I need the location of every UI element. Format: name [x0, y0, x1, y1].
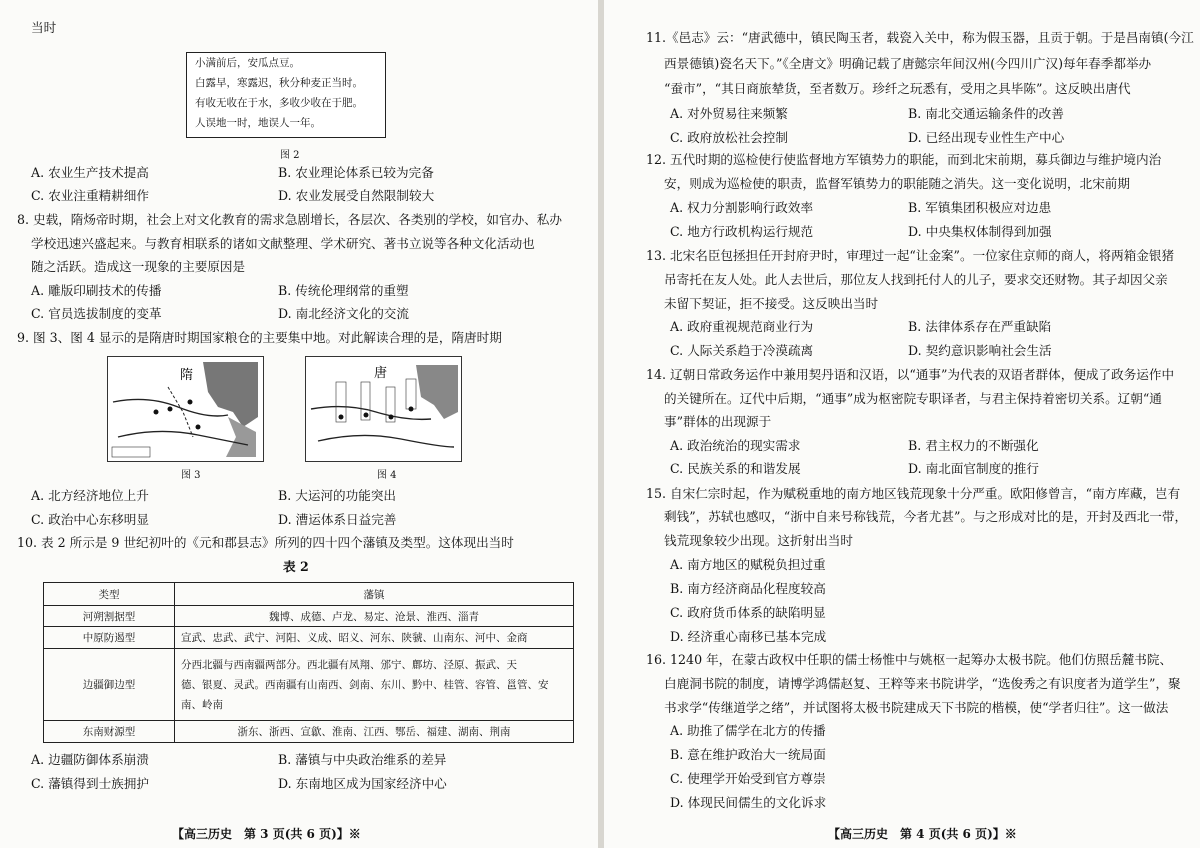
- option-c: C. 地方行政机构运行规范: [670, 224, 814, 239]
- question-11-line: 11.《邑志》云：“唐武德中，镇民陶玉者，载瓷入关中，称为假玉器，且贡于朝。于是昌南镇(今江: [646, 30, 1194, 45]
- question-14-line: 的关键所在。辽代中后期，“通事”成为枢密院专职译者，与君主保持着密切关系。辽朝“通: [664, 391, 1162, 406]
- right-page: [604, 0, 1200, 848]
- option-b: B. 南北交通运输条件的改善: [908, 106, 1064, 121]
- left-page: [0, 0, 598, 848]
- table-cell-line: 南、岭南: [181, 698, 223, 711]
- option-c: C. 藩镇得到士族拥护: [31, 776, 149, 791]
- question-16-line: 白鹿洞书院的制度，请博学鸿儒赵复、王粹等来书院讲学，“选俊秀之有识度者为道学生”，聚: [664, 676, 1181, 691]
- page-footer: 【高三历史 第 4 页(共 6 页)】※: [828, 827, 1017, 841]
- option-a: A. 对外贸易往来频繁: [670, 106, 788, 121]
- table-cell-type: 东南财源型: [44, 721, 175, 743]
- option-a: A. 雕版印刷技术的传播: [31, 283, 162, 298]
- table-cell-value: 宣武、忠武、武宁、河阳、义成、昭义、河东、陕虢、山南东、河中、金商: [175, 627, 574, 649]
- option-d: D. 东南地区成为国家经济中心: [278, 776, 447, 791]
- option-d: D. 南北面官制度的推行: [908, 461, 1039, 476]
- option-b: B. 意在维护政治大一统局面: [670, 747, 826, 762]
- option-c: C. 政府放松社会控制: [670, 130, 788, 145]
- question-11-line: “蚕市”，“其日商旅辇货，至者数万。珍纤之玩悉有，受用之具毕陈”。这反映出唐代: [664, 81, 1131, 96]
- question-12-line: 12. 五代时期的巡检使行使监督地方军镇势力的职能，而到北宋前期，募兵御边与维护境内治: [646, 152, 1162, 167]
- question-13-line: 吊寄托在友人处。此人去世后，那位友人找到托付人的儿子，要求交还财物。其子却因父亲: [664, 272, 1168, 287]
- option-a: A. 北方经济地位上升: [31, 488, 149, 503]
- poem-line: 有收无收在于水，多收少收在于肥。: [195, 97, 363, 109]
- option-c: C. 人际关系趋于冷漠疏离: [670, 343, 814, 358]
- question-8-line: 学校迅速兴盛起来。与教育相联系的诸如文献整理、学术研究、著书立说等各种文化活动也: [31, 236, 535, 251]
- option-c: C. 农业注重精耕细作: [31, 188, 149, 203]
- option-a: A. 边疆防御体系崩溃: [31, 752, 149, 767]
- question-stem-tail: 当时: [31, 20, 57, 35]
- option-a: A. 政府重视规范商业行为: [670, 319, 814, 334]
- option-a: A. 农业生产技术提高: [31, 165, 149, 180]
- poem-line: 人误地一时，地误人一年。: [195, 117, 321, 129]
- question-8-line: 8. 史载，隋炀帝时期，社会上对文化教育的需求急剧增长，各层次、各类别的学校，如官办、私办: [17, 212, 562, 227]
- table-cell-line: 德、银夏、灵武。西南疆有山南西、剑南、东川、黔中、桂管、容管、邕管、安: [181, 678, 549, 691]
- question-11-line: 西景德镇)瓷名天下。”《全唐文》明确记载了唐懿宗年间汉州(今四川广汉)每年春季都举办: [664, 56, 1152, 71]
- table-row: [44, 627, 574, 649]
- option-d: D. 漕运体系日益完善: [278, 512, 397, 527]
- option-b: B. 大运河的功能突出: [278, 488, 397, 503]
- figure-caption: 图 3: [181, 470, 201, 481]
- question-14-line: 事”群体的出现源于: [664, 414, 772, 429]
- option-d: D. 契约意识影响社会生活: [908, 343, 1052, 358]
- option-d: D. 已经出现专业性生产中心: [908, 130, 1065, 145]
- poem-line: 小满前后，安瓜点豆。: [195, 57, 300, 69]
- table-2: [43, 582, 574, 743]
- option-b: B. 军镇集团积极应对边患: [908, 200, 1052, 215]
- map-sui-drawing: [108, 357, 263, 461]
- question-9-line: 9. 图 3、图 4 显示的是隋唐时期国家粮仓的主要集中地。对此解读合理的是，隋唐时期: [17, 330, 502, 345]
- figure-caption: 图 2: [280, 150, 300, 161]
- page-footer: 【高三历史 第 3 页(共 6 页)】※: [172, 827, 361, 841]
- option-d: D. 农业发展受自然限制较大: [278, 188, 435, 203]
- table-cell-type: 中原防遏型: [44, 627, 175, 649]
- question-8-line: 随之活跃。造成这一现象的主要原因是: [31, 259, 246, 274]
- table-row: [44, 649, 574, 721]
- option-b: B. 南方经济商品化程度较高: [670, 581, 826, 596]
- map-sui-title: 隋: [180, 368, 194, 383]
- option-a: A. 权力分割影响行政效率: [670, 200, 814, 215]
- table-cell-value: [175, 649, 574, 721]
- option-d: D. 南北经济文化的交流: [278, 306, 409, 321]
- question-16-line: 书求学“传继道学之绪”，并试图将太极书院建成天下书院的楷模，使“学者归往”。这一做法: [664, 700, 1169, 715]
- option-b: B. 传统伦理纲常的重塑: [278, 283, 409, 298]
- option-c: C. 民族关系的和谐发展: [670, 461, 801, 476]
- question-13-line: 13. 北宋名臣包拯担任开封府尹时，审理过一起“让金案”。一位家住京师的商人，将两箱金银猪: [646, 248, 1175, 263]
- table-header-row: [44, 583, 574, 606]
- table-cell-type: 边疆御边型: [44, 649, 175, 721]
- question-15-line: 剩钱”，苏轼也感叹，“浙中自来号称钱荒，今者尤甚”。与之形成对比的是，开封及西北一带，: [664, 509, 1188, 524]
- table-title: 表 2: [283, 559, 309, 574]
- question-14-line: 14. 辽朝日常政务运作中兼用契丹语和汉语，以“通事”为代表的双语者群体，便成了政务运作中: [646, 367, 1175, 382]
- question-15-line: 钱荒现象较少出现。这折射出当时: [664, 533, 853, 548]
- option-a: A. 南方地区的赋税负担过重: [670, 557, 826, 572]
- figure-caption: 图 4: [377, 470, 397, 481]
- table-cell-value: 魏博、成德、卢龙、易定、沧景、淮西、淄青: [175, 606, 574, 627]
- table-cell-type: 河朔割据型: [44, 606, 175, 627]
- map-tang: [305, 356, 462, 462]
- option-a: A. 助推了儒学在北方的传播: [670, 723, 826, 738]
- question-13-line: 未留下契证，拒不接受。这反映出当时: [664, 296, 879, 311]
- option-a: A. 政治统治的现实需求: [670, 438, 801, 453]
- table-header-fanzhen: 藩镇: [175, 583, 574, 606]
- option-d: D. 中央集权体制得到加强: [908, 224, 1052, 239]
- option-b: B. 法律体系存在严重缺陷: [908, 319, 1052, 334]
- question-10-line: 10. 表 2 所示是 9 世纪初叶的《元和郡县志》所列的四十四个藩镇及类型。这体现出当时: [17, 535, 514, 550]
- table-header-type: 类型: [44, 583, 175, 606]
- table-cell-value: 浙东、浙西、宣歙、淮南、江西、鄂岳、福建、湖南、荆南: [175, 721, 574, 743]
- question-12-line: 安，则成为巡检使的职责，监督军镇势力的职能随之消失。这一变化说明，北宋前期: [664, 176, 1130, 191]
- map-tang-title: 唐: [374, 366, 388, 381]
- question-16-line: 16. 1240 年，在蒙古政权中任职的儒士杨惟中与姚枢一起筹办太极书院。他们仿照岳麓书院、: [646, 652, 1173, 667]
- option-c: C. 官员选拔制度的变革: [31, 306, 162, 321]
- table-cell-line: 分西北疆与西南疆两部分。西北疆有凤翔、邠宁、鄜坊、泾原、振武、天: [181, 658, 517, 671]
- poem-line: 白露早，寒露迟，秋分种麦正当时。: [195, 77, 363, 89]
- question-15-line: 15. 自宋仁宗时起，作为赋税重地的南方地区钱荒现象十分严重。欧阳修曾言，“南方库藏，岂有: [646, 486, 1181, 501]
- poem-figure: [186, 52, 386, 138]
- option-d: D. 体现民间儒生的文化诉求: [670, 795, 827, 810]
- option-d: D. 经济重心南移已基本完成: [670, 629, 827, 644]
- option-b: B. 农业理论体系已较为完备: [278, 165, 434, 180]
- map-sui: [107, 356, 264, 462]
- option-b: B. 君主权力的不断强化: [908, 438, 1039, 453]
- option-c: C. 政府货币体系的缺陷明显: [670, 605, 826, 620]
- table-row: [44, 606, 574, 627]
- option-c: C. 政治中心东移明显: [31, 512, 149, 527]
- map-tang-drawing: [306, 357, 461, 461]
- option-b: B. 藩镇与中央政治维系的差异: [278, 752, 447, 767]
- table-row: [44, 721, 574, 743]
- option-c: C. 使理学开始受到官方尊崇: [670, 771, 826, 786]
